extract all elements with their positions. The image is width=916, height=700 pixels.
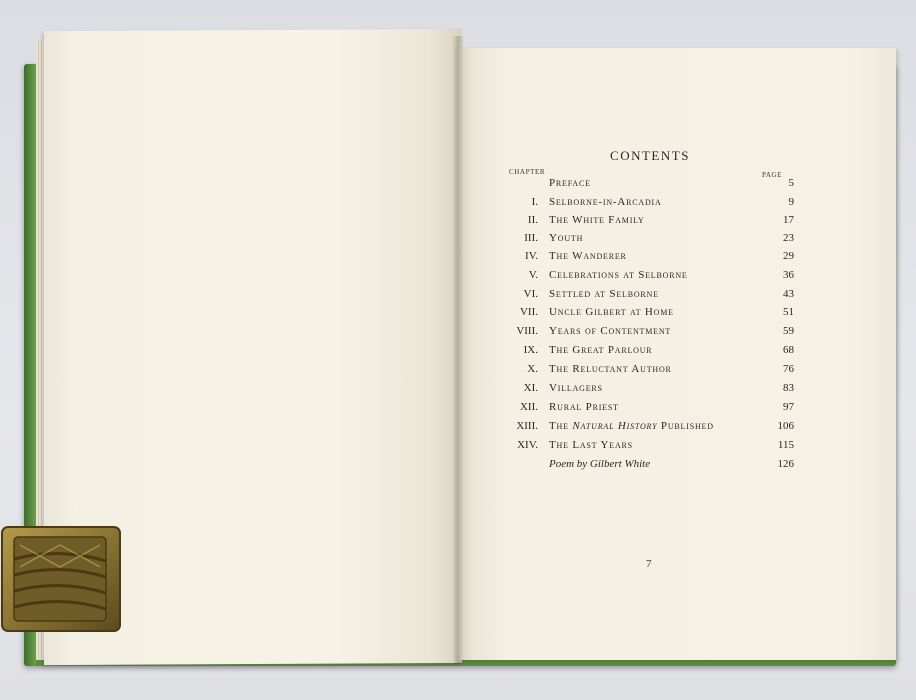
chapter-column-header: CHAPTER — [509, 168, 546, 176]
contents-row — [0, 196, 916, 212]
contents-title: CONTENTS — [610, 148, 690, 163]
page-number: 126 — [777, 458, 794, 470]
contents-row — [0, 439, 916, 455]
chapter-title: Poem by Gilbert White — [549, 458, 651, 470]
page-number: 97 — [783, 401, 794, 413]
chapter-number: XIII. — [516, 420, 538, 432]
page-number: 5 — [788, 177, 794, 189]
chapter-number: X. — [527, 363, 538, 375]
chapter-title: The Last Years — [549, 439, 633, 451]
contents-row — [0, 420, 916, 436]
chapter-title-italic: Natural History — [572, 420, 658, 432]
page-column-header: PAGE — [762, 171, 783, 179]
contents-row — [0, 363, 916, 379]
chapter-number: V. — [528, 269, 538, 281]
contents-row — [0, 269, 916, 285]
contents-row — [0, 232, 916, 248]
chapter-title: Years of Contentment — [549, 325, 672, 337]
chapter-title-post: Published — [657, 420, 714, 432]
chapter-number: VI. — [523, 288, 538, 300]
page-number: 115 — [777, 439, 794, 451]
chapter-number: VII. — [519, 306, 538, 318]
contents-row — [0, 306, 916, 322]
chapter-number: IX. — [523, 344, 538, 356]
contents-row — [0, 177, 916, 193]
chapter-number: I. — [531, 196, 538, 208]
page-number: 36 — [783, 269, 794, 281]
contents-row — [0, 382, 916, 398]
contents-row — [0, 458, 916, 474]
contents-row — [0, 214, 916, 230]
chapter-title: Celebrations at Selborne — [549, 269, 688, 281]
chapter-number: IV. — [525, 250, 538, 262]
chapter-title: The Reluctant Author — [549, 363, 672, 375]
page-number: 51 — [783, 306, 794, 318]
chapter-title: The White Family — [549, 214, 645, 226]
page-number: 68 — [783, 344, 794, 356]
page-number: 59 — [783, 325, 794, 337]
page-number: 43 — [783, 288, 794, 300]
chapter-title: Uncle Gilbert at Home — [549, 306, 674, 318]
contents-row — [0, 325, 916, 341]
contents-row — [0, 250, 916, 266]
page-number: 9 — [788, 196, 794, 208]
chapter-title: Youth — [549, 232, 584, 244]
chapter-title: Settled at Selborne — [549, 288, 659, 300]
chapter-title-pre: The — [549, 420, 573, 432]
chapter-number: XII. — [519, 401, 538, 413]
contents-row — [0, 401, 916, 417]
page-number: 23 — [783, 232, 794, 244]
chapter-number: XIV. — [517, 439, 538, 451]
chapter-number: III. — [524, 232, 538, 244]
brass-clip-icon — [0, 523, 124, 635]
chapter-title: The Wanderer — [549, 250, 627, 262]
chapter-title — [549, 420, 714, 432]
chapter-number: XI. — [523, 382, 538, 394]
chapter-number: II. — [527, 214, 538, 226]
chapter-number: VIII. — [516, 325, 538, 337]
page-number: 76 — [783, 363, 794, 375]
page-folio: 7 — [646, 558, 652, 570]
chapter-title: Preface — [549, 177, 591, 189]
chapter-title: The Great Parlour — [549, 344, 653, 356]
contents-row — [0, 344, 916, 360]
chapter-title: Rural Priest — [549, 401, 619, 413]
contents-row — [0, 288, 916, 304]
chapter-title: Selborne-in-Arcadia — [549, 196, 662, 208]
chapter-title: Villagers — [549, 382, 603, 394]
page-number: 29 — [783, 250, 794, 262]
page-number: 106 — [777, 420, 794, 432]
brass-page-clip — [0, 523, 124, 635]
page-number: 83 — [783, 382, 794, 394]
page-number: 17 — [783, 214, 794, 226]
